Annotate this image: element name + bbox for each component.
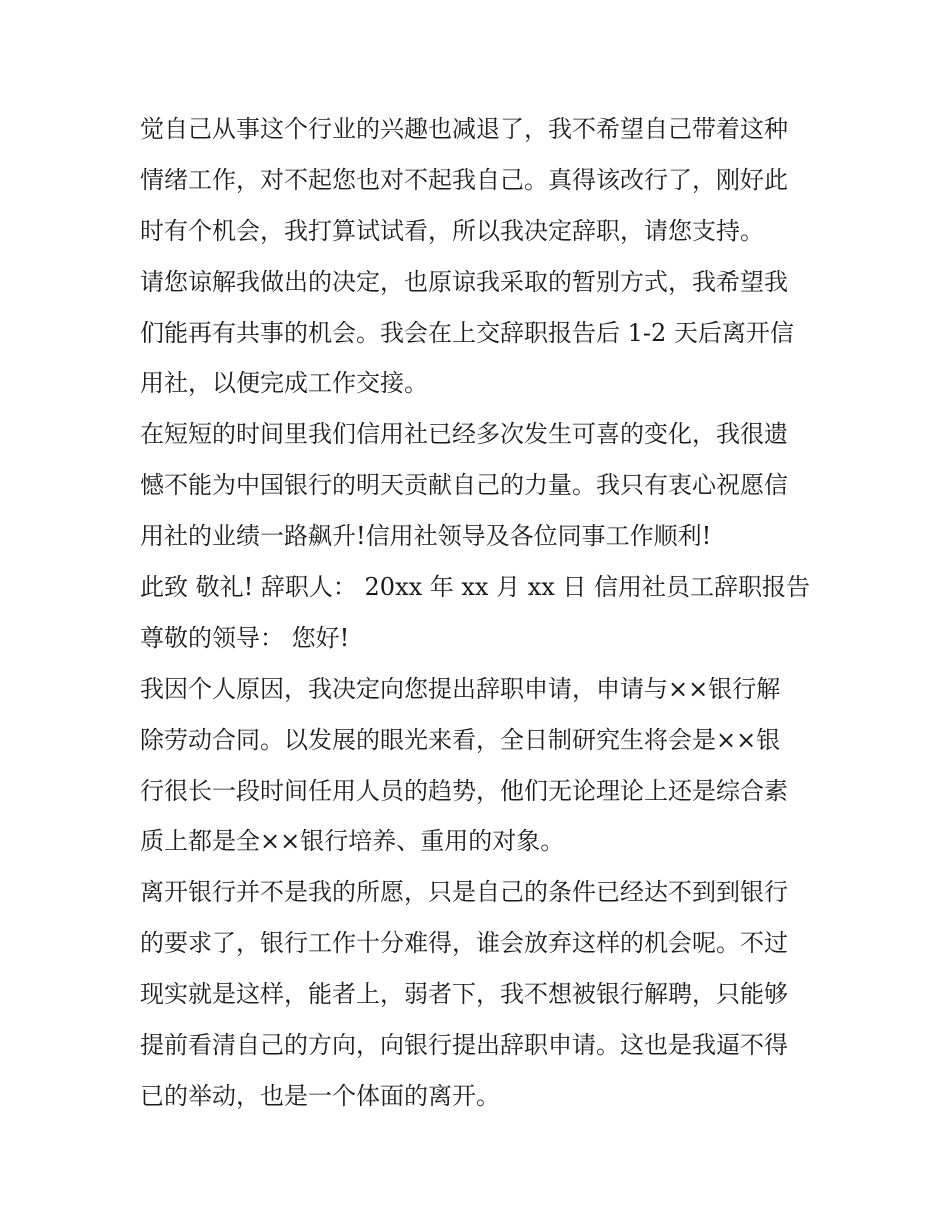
- closing-and-title-line: 此致 敬礼! 辞职人： 20xx 年 xx 月 xx 日 信用社员工辞职报告: [140, 573, 811, 602]
- text-line: 憾不能为中国银行的明天贡献自己的力量。我只有衷心祝愿信: [140, 471, 788, 500]
- salutation-line: 尊敬的领导： 您好!: [140, 623, 350, 652]
- text-line: 时有个机会，我打算试试看，所以我决定辞职，请您支持。: [140, 216, 764, 245]
- text-line: 用社的业绩一路飙升!信用社领导及各位同事工作顺利!: [140, 522, 712, 551]
- text-line: 觉自己从事这个行业的兴趣也减退了，我不希望自己带着这种: [140, 115, 788, 143]
- text-line: 我因个人原因，我决定向您提出辞职申请，申请与××银行解: [140, 674, 781, 703]
- text-line: 行很长一段时间任用人员的趋势，他们无论理论上还是综合素: [140, 776, 788, 805]
- text-line: 除劳动合同。以发展的眼光来看，全日制研究生将会是××银: [140, 725, 781, 754]
- text-line: 在短短的时间里我们信用社已经多次发生可喜的变化，我很遗: [140, 420, 788, 449]
- text-line: 用社，以便完成工作交接。: [140, 369, 428, 398]
- text-line: 已的举动，也是一个体面的离开。: [140, 1081, 500, 1110]
- text-line: 离开银行并不是我的所愿，只是自己的条件已经达不到到银行: [140, 878, 788, 907]
- text-line: 们能再有共事的机会。我会在上交辞职报告后 1-2 天后离开信: [140, 318, 794, 347]
- text-line: 的要求了，银行工作十分难得，谁会放弃这样的机会呢。不过: [140, 929, 788, 958]
- text-line: 现实就是这样，能者上，弱者下，我不想被银行解聘，只能够: [140, 980, 788, 1009]
- text-line: 质上都是全××银行培养、重用的对象。: [140, 827, 565, 856]
- text-line: 请您谅解我做出的决定，也原谅我采取的暂别方式，我希望我: [140, 267, 788, 296]
- document-body: [140, 104, 820, 1122]
- text-line: 提前看清自己的方向，向银行提出辞职申请。这也是我逼不得: [140, 1031, 788, 1060]
- text-line: 情绪工作，对不起您也对不起我自己。真得该改行了，刚好此: [140, 165, 788, 194]
